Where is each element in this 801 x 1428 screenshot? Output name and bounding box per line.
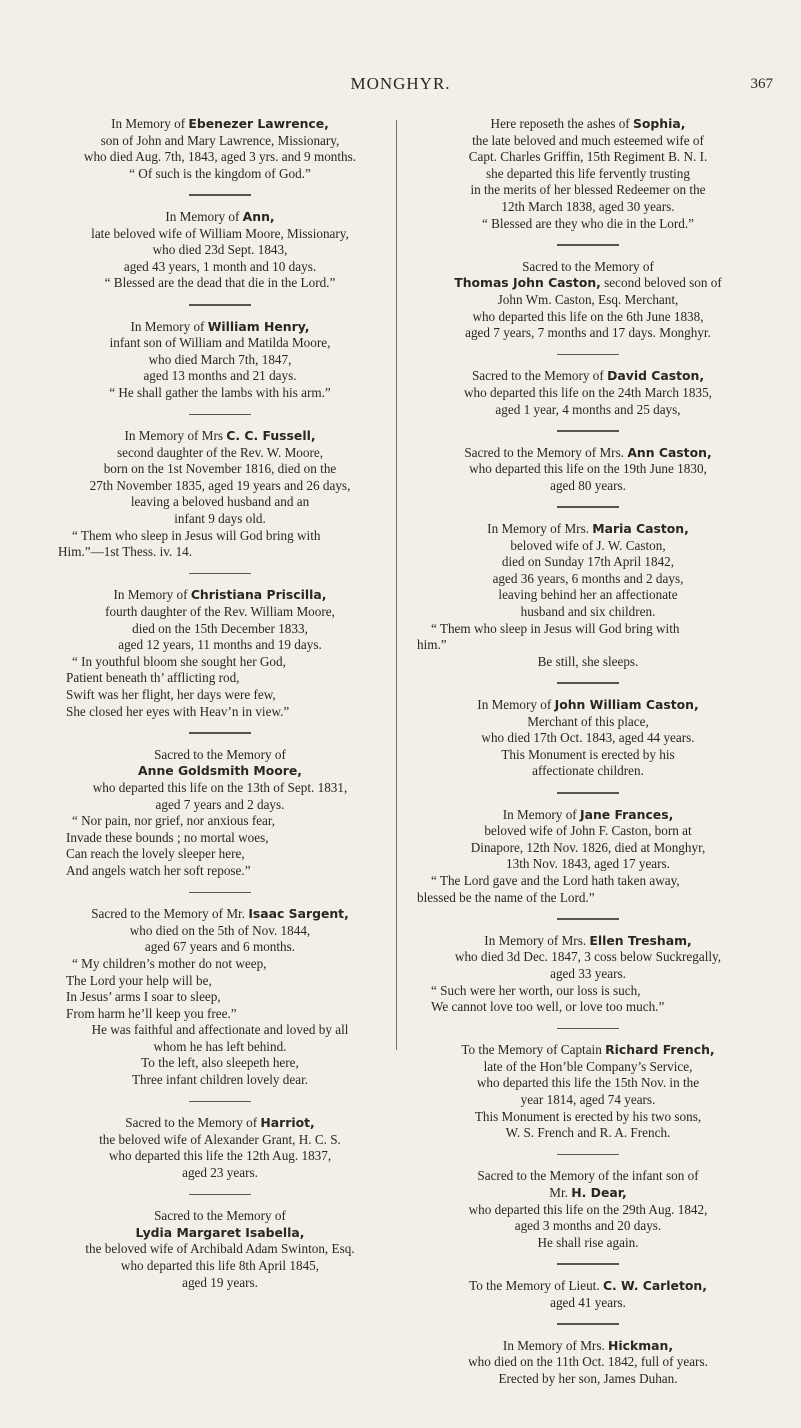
inscription-line: the beloved wife of Alexander Grant, H. C. S. <box>99 1131 341 1147</box>
inscription-line: W. S. French and R. A. French. <box>505 1125 671 1141</box>
verse-line: She closed her eyes with Heav’n in view.” <box>66 703 290 719</box>
inscription-line: who departed this life on the 29th Aug. 1842, <box>468 1201 708 1217</box>
inscription-line: who departed this life the 15th Nov. in the <box>476 1075 700 1091</box>
deceased-name: William Henry, <box>207 318 310 334</box>
verse-line: Patient beneath th’ afflicting rod, <box>66 670 240 686</box>
inscription-thomas-john-caston <box>417 259 759 342</box>
verse-line: And angels watch her soft repose.” <box>66 862 251 878</box>
separator-rule <box>189 304 251 306</box>
inscription-intro: Sacred to the Memory of Mr. <box>91 906 249 922</box>
inscription-william-henry <box>58 319 382 402</box>
inscription-ellen-tresham <box>417 933 759 1016</box>
inscription-line: whom he has left behind. <box>153 1038 287 1054</box>
epitaph: “ Of such is the kingdom of God.” <box>129 165 311 181</box>
separator-rule <box>557 1323 619 1325</box>
deceased-name: Ann Caston, <box>627 444 712 460</box>
deceased-name: Ann, <box>242 208 275 224</box>
verse-line: “ My children’s mother do not weep, <box>72 955 267 971</box>
inscription-line: aged 67 years and 6 months. <box>144 939 296 955</box>
verse-line: In Jesus’ arms I soar to sleep, <box>66 989 221 1005</box>
inscription-line: who departed this life on the 24th March 1835, <box>464 384 712 400</box>
separator-rule <box>189 1194 251 1196</box>
inscription-line: aged 33 years. <box>550 965 626 981</box>
inscription-line: who died on the 5th of Nov. 1844, <box>129 922 311 938</box>
epitaph: He shall rise again. <box>537 1234 639 1250</box>
inscription-line: who departed this life the 12th Aug. 1837, <box>108 1148 332 1164</box>
separator-rule <box>557 682 619 684</box>
deceased-name: H. Dear, <box>571 1185 627 1201</box>
inscription-line: who died Aug. 7th, 1843, aged 3 yrs. and 9 months. <box>83 149 357 165</box>
epitaph: “ Blessed are the dead that die in the Lord.” <box>104 275 336 291</box>
inscription-line: affectionate children. <box>532 763 644 779</box>
inscription-line: leaving a beloved husband and an <box>130 494 310 510</box>
inscription-john-william-caston <box>417 697 759 780</box>
separator-rule <box>557 430 619 432</box>
inscription-c-w-carleton <box>417 1278 759 1311</box>
separator-rule <box>189 892 251 894</box>
inscription-intro: To the Memory of Lieut. <box>469 1278 603 1293</box>
inscription-line: year 1814, aged 74 years. <box>520 1092 656 1108</box>
right-column <box>417 116 759 1388</box>
column-divider <box>396 120 397 1050</box>
deceased-name: C. W. Carleton, <box>602 1278 707 1293</box>
inscription-line: beloved wife of John F. Caston, born at <box>484 823 692 839</box>
left-column <box>58 116 382 1291</box>
inscription-line: This Monument is erected by his <box>501 746 675 762</box>
inscription-line: aged 12 years, 11 months and 19 days. <box>118 637 322 653</box>
verse-line: Swift was her flight, her days were few, <box>66 687 276 702</box>
separator-rule <box>557 354 619 356</box>
inscription-line: beloved wife of J. W. Caston, <box>510 537 666 553</box>
inscription-line: Three infant children lovely dear. <box>131 1072 309 1088</box>
inscription-line: Dinapore, 12th Nov. 1826, died at Monghyr, <box>470 839 706 855</box>
inscription-line: aged 23 years. <box>182 1165 258 1181</box>
verse-line: Invade these bounds ; no mortal woes, <box>66 829 269 845</box>
deceased-name: Harriot, <box>260 1115 315 1131</box>
separator-rule <box>557 244 619 246</box>
inscription-maria-caston <box>417 521 759 670</box>
inscription-line: Erected by her son, James Duhan. <box>498 1370 678 1386</box>
inscription-isaac-sargent <box>58 906 382 1089</box>
inscription-line: aged 43 years, 1 month and 10 days. <box>123 258 317 274</box>
epitaph: “ Them who sleep in Jesus will God bring with <box>72 527 321 543</box>
inscription-intro: To the Memory of Captain <box>461 1042 606 1058</box>
inscription-intro: Here reposeth the ashes of <box>490 116 633 131</box>
epitaph: him.” <box>417 637 447 653</box>
inscription-line: the late beloved and much esteemed wife of <box>472 132 704 148</box>
epitaph: “ Such were her worth, our loss is such, <box>431 982 641 998</box>
inscription-line: aged 36 years, 6 months and 2 days, <box>492 570 684 586</box>
inscription-line: who died 3d Dec. 1847, 3 coss below Suckregally, <box>454 949 722 965</box>
verse-line: The Lord your help will be, <box>66 972 212 988</box>
inscription-line: who died on the 11th Oct. 1842, full of years. <box>468 1354 708 1370</box>
inscription-line: the beloved wife of Archibald Adam Swinton, Esq. <box>85 1241 355 1257</box>
deceased-name: Hickman, <box>608 1337 674 1353</box>
deceased-name: Ebenezer Lawrence, <box>188 116 329 131</box>
inscription-line: To the left, also sleepeth here, <box>141 1055 299 1071</box>
epitaph: “ Blessed are they who die in the Lord.” <box>481 215 695 231</box>
epitaph: Him.”—1st Thess. iv. 14. <box>58 544 193 560</box>
inscription-line: son of John and Mary Lawrence, Missionary, <box>100 132 340 148</box>
inscription-line: aged 7 years and 2 days. <box>155 796 285 812</box>
inscription-c-c-fussell <box>58 428 382 561</box>
inscription-line: second daughter of the Rev. W. Moore, <box>116 444 324 460</box>
inscription-line: infant 9 days old. <box>174 511 266 527</box>
inscription-line: who departed this life on the 6th June 1838, <box>472 308 704 324</box>
deceased-name: Isaac Sargent, <box>248 906 349 922</box>
inscription-line: who departed this life on the 13th of Sept. 1831, <box>92 779 348 795</box>
page-number: 367 <box>750 76 773 92</box>
inscription-line: Sacred to the Memory of <box>522 258 654 274</box>
inscription-intro: In Memory of <box>130 318 208 334</box>
epitaph: Be still, she sleeps. <box>537 653 639 669</box>
inscription-intro: In Memory of Mrs <box>124 428 227 444</box>
inscription-line: 13th Nov. 1843, aged 17 years. <box>506 856 670 872</box>
inscription-intro: Sacred to the Memory of <box>125 1115 261 1131</box>
inscription-david-caston <box>417 368 759 418</box>
inscription-line: This Monument is erected by his two sons, <box>474 1108 702 1124</box>
inscription-line: who died 23d Sept. 1843, <box>152 242 288 258</box>
inscription-line: in the merits of her blessed Redeemer on the <box>470 182 706 198</box>
separator-rule <box>557 1028 619 1030</box>
separator-rule <box>557 506 619 508</box>
deceased-name: Thomas John Caston, <box>454 275 601 291</box>
inscription-ebenezer-lawrence <box>58 116 382 182</box>
deceased-name: Jane Frances, <box>579 806 674 822</box>
epitaph: We cannot love too well, or love too much.” <box>431 999 665 1015</box>
epitaph: “ Them who sleep in Jesus will God bring with <box>431 620 680 636</box>
inscription-h-dear <box>417 1168 759 1251</box>
deceased-name: C. C. Fussell, <box>226 428 316 444</box>
inscription-sophia-griffin <box>417 116 759 232</box>
inscription-intro: In Memory of Mrs. <box>484 932 590 948</box>
separator-rule <box>189 732 251 734</box>
inscription-line: 12th March 1838, aged 30 years. <box>501 198 675 214</box>
deceased-name: Christiana Priscilla, <box>190 587 327 603</box>
deceased-name: David Caston, <box>607 368 705 384</box>
inscription-intro: In Memory of <box>111 116 189 131</box>
deceased-name: Ellen Tresham, <box>589 932 692 948</box>
inscription-harriot-grant <box>58 1115 382 1181</box>
inscription-mrs-hickman <box>417 1338 759 1388</box>
inscription-line: Capt. Charles Griffin, 15th Regiment B. N. I. <box>468 149 708 165</box>
inscription-ann-moore <box>58 209 382 292</box>
inscription-line: Sacred to the Memory of the infant son of <box>477 1168 699 1184</box>
inscription-line: leaving behind her an affectionate <box>498 587 678 603</box>
inscription-line: aged 1 year, 4 months and 25 days, <box>495 401 681 417</box>
inscription-line: infant son of William and Matilda Moore, <box>109 335 331 351</box>
inscription-line: she departed this life fervently trusting <box>486 165 690 181</box>
epitaph: “ The Lord gave and the Lord hath taken away, <box>431 872 680 888</box>
inscription-intro: In Memory of <box>113 587 191 603</box>
inscription-line: late of the Hon’ble Company’s Service, <box>483 1058 693 1074</box>
deceased-name: Sophia, <box>633 116 686 131</box>
inscription-line: aged 41 years. <box>550 1294 626 1310</box>
inscription-anne-goldsmith-moore <box>58 747 382 880</box>
inscription-line: who departed this life 8th April 1845, <box>120 1258 320 1273</box>
separator-rule <box>557 1154 619 1156</box>
verse-line: “ Nor pain, nor grief, nor anxious fear, <box>72 813 276 829</box>
inscription-line: aged 19 years. <box>182 1274 258 1290</box>
inscription-intro: In Memory of Mrs. <box>487 521 593 537</box>
inscription-jane-frances <box>417 807 759 907</box>
inscription-line: 27th November 1835, aged 19 years and 26 days, <box>89 477 351 493</box>
inscription-intro: In Memory of Mrs. <box>502 1337 609 1353</box>
deceased-name: Richard French, <box>605 1042 715 1058</box>
inscription-line: Sacred to the Memory of <box>154 1208 286 1224</box>
inscription-line: late beloved wife of William Moore, Missionary, <box>91 225 349 241</box>
inscription-christiana-priscilla <box>58 587 382 720</box>
inscription-line: Merchant of this place, <box>527 713 649 729</box>
separator-rule <box>557 1263 619 1265</box>
inscription-line: born on the 1st November 1816, died on the <box>103 461 337 477</box>
separator-rule <box>557 792 619 794</box>
separator-rule <box>189 414 251 416</box>
inscription-line: Sacred to the Memory of <box>154 746 286 762</box>
inscription-intro: Mr. <box>549 1185 572 1201</box>
page-header <box>0 74 801 98</box>
deceased-name: Lydia Margaret Isabella, <box>135 1224 305 1240</box>
deceased-name: Anne Goldsmith Moore, <box>138 763 302 779</box>
inscription-line: fourth daughter of the Rev. William Moore, <box>105 604 335 620</box>
separator-rule <box>189 1101 251 1103</box>
inscription-intro: Sacred to the Memory of <box>471 368 608 384</box>
inscription-line: He was faithful and affectionate and loved by all <box>91 1022 349 1038</box>
deceased-name: John William Caston, <box>554 697 699 712</box>
running-title: MONGHYR. <box>350 74 451 93</box>
inscription-line: died on Sunday 17th April 1842, <box>501 554 675 570</box>
separator-rule <box>189 194 251 196</box>
inscription-line: died on the 15th December 1833, <box>132 620 308 636</box>
deceased-name: Maria Caston, <box>592 521 689 537</box>
inscription-intro: In Memory of <box>502 806 580 822</box>
inscription-line: aged 7 years, 7 months and 17 days. Monghyr. <box>465 325 711 341</box>
epitaph: “ He shall gather the lambs with his arm.” <box>109 384 331 400</box>
inscription-line: who departed this life on the 19th June 1830, <box>469 461 707 477</box>
inscription-line: who died March 7th, 1847, <box>148 351 292 367</box>
separator-rule <box>557 918 619 920</box>
inscription-line: who died 17th Oct. 1843, aged 44 years. <box>481 730 695 746</box>
inscription-ann-caston <box>417 445 759 495</box>
inscription-lydia-swinton <box>58 1208 382 1291</box>
separator-rule <box>189 573 251 575</box>
inscription-intro: Sacred to the Memory of Mrs. <box>464 444 628 460</box>
inscription-line: aged 13 months and 21 days. <box>143 368 297 384</box>
inscription-line: John Wm. Caston, Esq. Merchant, <box>497 291 679 307</box>
inscription-line: husband and six children. <box>520 604 656 620</box>
inscription-intro: In Memory of <box>477 697 555 712</box>
inscription-line: second beloved son of <box>600 275 722 291</box>
inscription-line: aged 80 years. <box>550 477 626 493</box>
verse-line: Can reach the lovely sleeper here, <box>66 846 245 862</box>
verse-line: From harm he’ll keep you free.” <box>66 1005 237 1021</box>
verse-line: “ In youthful bloom she sought her God, <box>72 653 286 669</box>
epitaph: blessed be the name of the Lord.” <box>417 889 595 905</box>
inscription-richard-french <box>417 1042 759 1142</box>
inscription-intro: In Memory of <box>165 208 243 224</box>
inscription-line: aged 3 months and 20 days. <box>514 1218 662 1234</box>
